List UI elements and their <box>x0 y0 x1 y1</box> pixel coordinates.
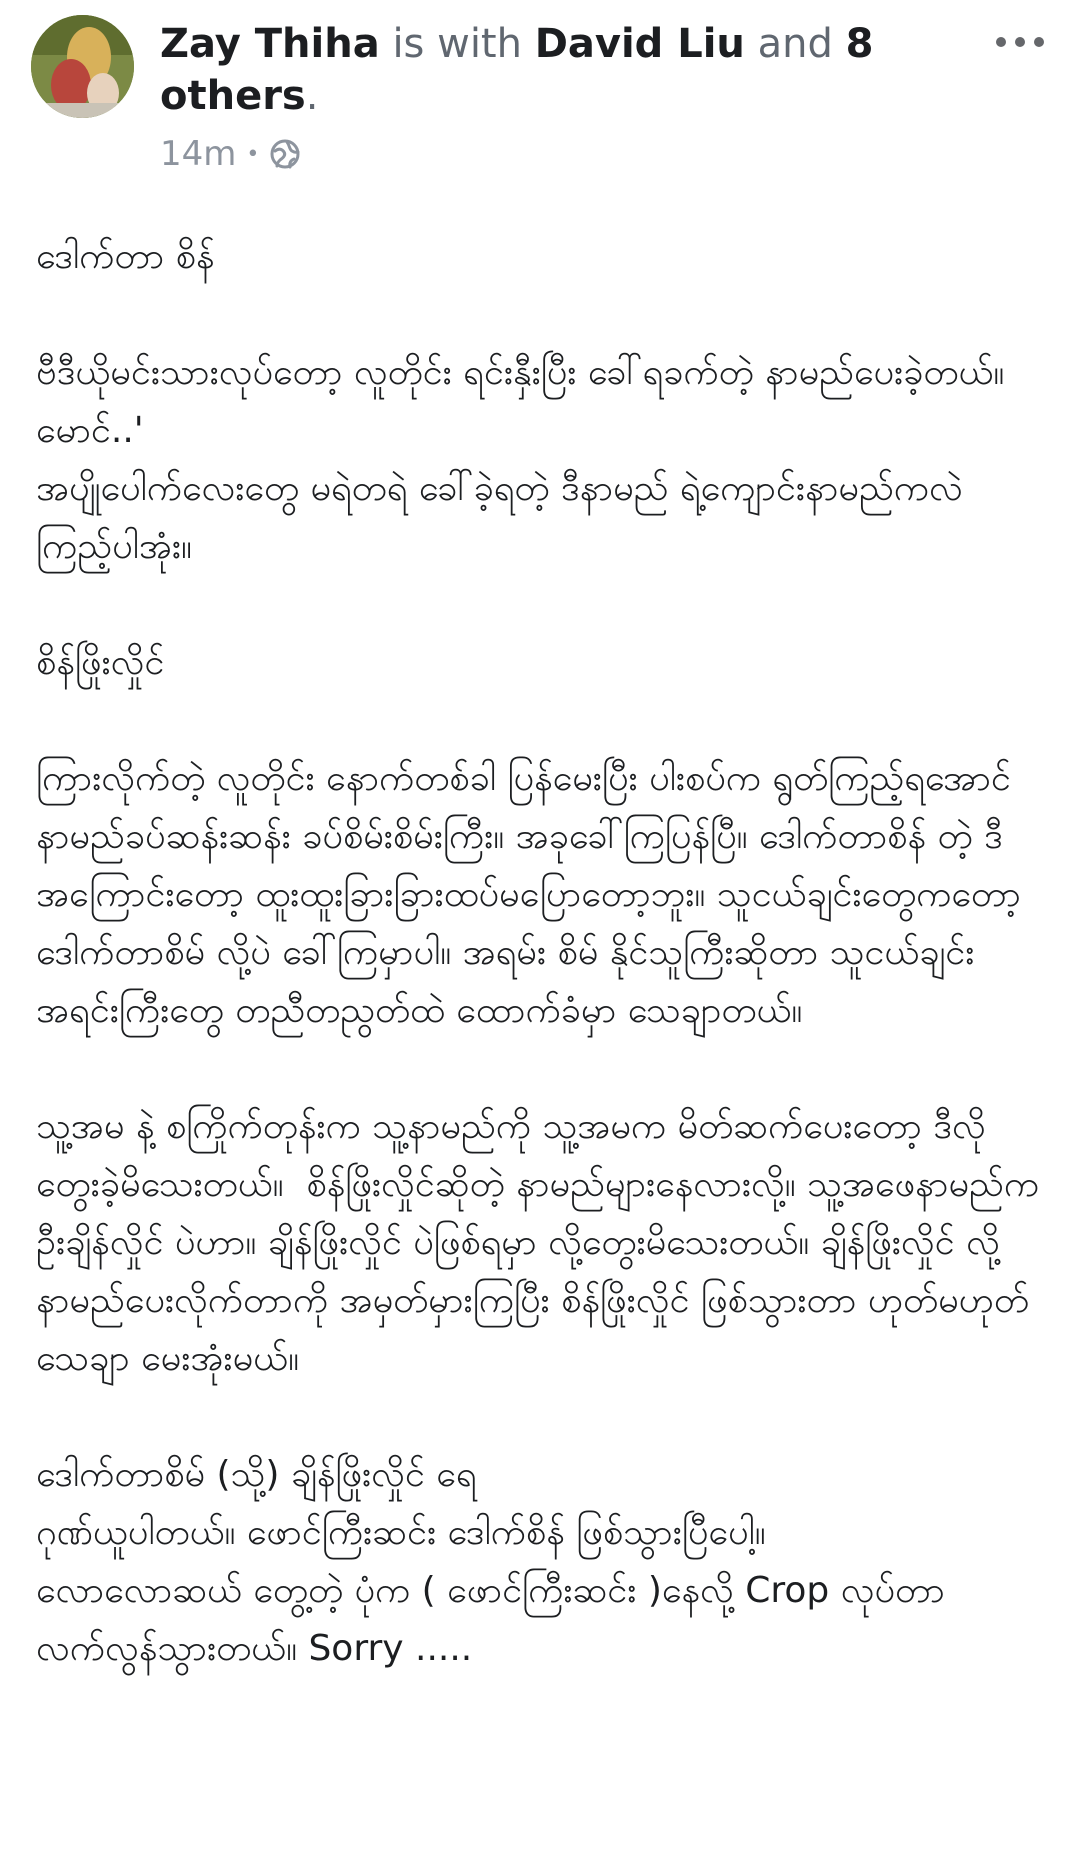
post-paragraph-2: ဗီဒီယိုမင်းသားလုပ်တော့ လူတိုင်း ရင်းနှီးပြီး ခေါ်ရခက်တဲ့ နာမည်ပေးခဲ့တယ်။ မောင်..' အပျိုပေါက်လေးတွေ မရဲတရဲ ခေါ်ခဲ့ရတဲ့ ဒီနာမည် ရဲ့ကျောင်းနာမည်ကလဲ ကြည့်ပါအုံး။ <box>36 352 1005 567</box>
post-paragraph-3: စိန်ဖြိုးလှိုင် <box>36 642 165 683</box>
period: . <box>305 73 319 119</box>
post-time[interactable]: 14m <box>160 134 237 174</box>
post-paragraph-5: သူ့အမ နဲ့ စကြိုက်တုန်းက သူ့နာမည်ကို သူ့အမက မိတ်ဆက်ပေးတော့ ဒီလို တွေးခဲ့မိသေးတယ်။ စိန်ဖြိုးလှိုင်ဆိုတဲ့ နာမည်များနေလားလို့။ သူ့အဖေနာမည်က ဦးချိန်လှိုင် ပဲဟာ။ ချိန်ဖြိုးလှိုင် ပဲဖြစ်ရမှာ လို့တွေးမိသေးတယ်။ ချိန်ဖြိုးလှိုင် လို့ နာမည်ပေးလိုက်တာကို အမှတ်မှားကြပြီး စိန်ဖြိုးလှိုင် ဖြစ်သွားတာ ဟုတ်မဟုတ် သေချာ မေးအုံးမယ်။ <box>36 1106 1062 1379</box>
tagged-person-name[interactable]: David Liu <box>534 21 745 67</box>
author-avatar[interactable] <box>31 15 134 118</box>
post-body <box>36 228 1062 1678</box>
globe-icon[interactable] <box>269 138 301 170</box>
others-link[interactable]: 8 others <box>160 21 874 119</box>
post-meta <box>160 134 301 174</box>
post-paragraph-4: ကြားလိုက်တဲ့ လူတိုင်း နောက်တစ်ခါ ပြန်မေးပြီး ပါးစပ်က ရွတ်ကြည့်ရအောင် နာမည်ခပ်ဆန်းဆန်း ခပ်စိမ်းစိမ်းကြီး။ အခုခေါ်ကြပြန်ပြီ။ ဒေါက်တာစိန် တဲ့ ဒီအကြောင်းတော့ ထူးထူးခြားခြားထပ်မပြောတော့ဘူး။ သူငယ်ချင်းတွေကတော့ ဒေါက်တာစိမ် လို့ပဲ ခေါ်ကြမှာပါ။ အရမ်း စိမ် နိုင်သူကြီးဆိုတာ သူငယ်ချင်းအရင်းကြီးတွေ တညီတညွတ်ထဲ ထောက်ခံမှာ သေချာတယ်။ <box>36 758 1033 1031</box>
more-options-icon[interactable] <box>996 24 1044 60</box>
with-text: is with <box>392 21 522 67</box>
post-paragraph-1: ဒေါက်တာ စိန် <box>36 236 215 277</box>
post-paragraph-6: ဒေါက်တာစိမ် (သို့) ချိန်ဖြိုးလှိုင် ရေ ဂုဏ်ယူပါတယ်။ ဖောင်ကြီးဆင်း ဒေါက်စိန် ဖြစ်သွားပြီပေါ့။ လောလောဆယ် တွေ့တဲ့ ပုံက ( ဖောင်ကြီးဆင်း )နေလို့ Crop လုပ်တာ လက်လွန်သွားတယ်။ Sorry ..... <box>36 1454 945 1669</box>
author-name[interactable]: Zay Thiha <box>160 21 380 67</box>
separator-dot: • <box>246 141 260 167</box>
post-header <box>0 0 1080 175</box>
post-author-line <box>160 18 980 122</box>
and-text: and <box>757 21 833 67</box>
